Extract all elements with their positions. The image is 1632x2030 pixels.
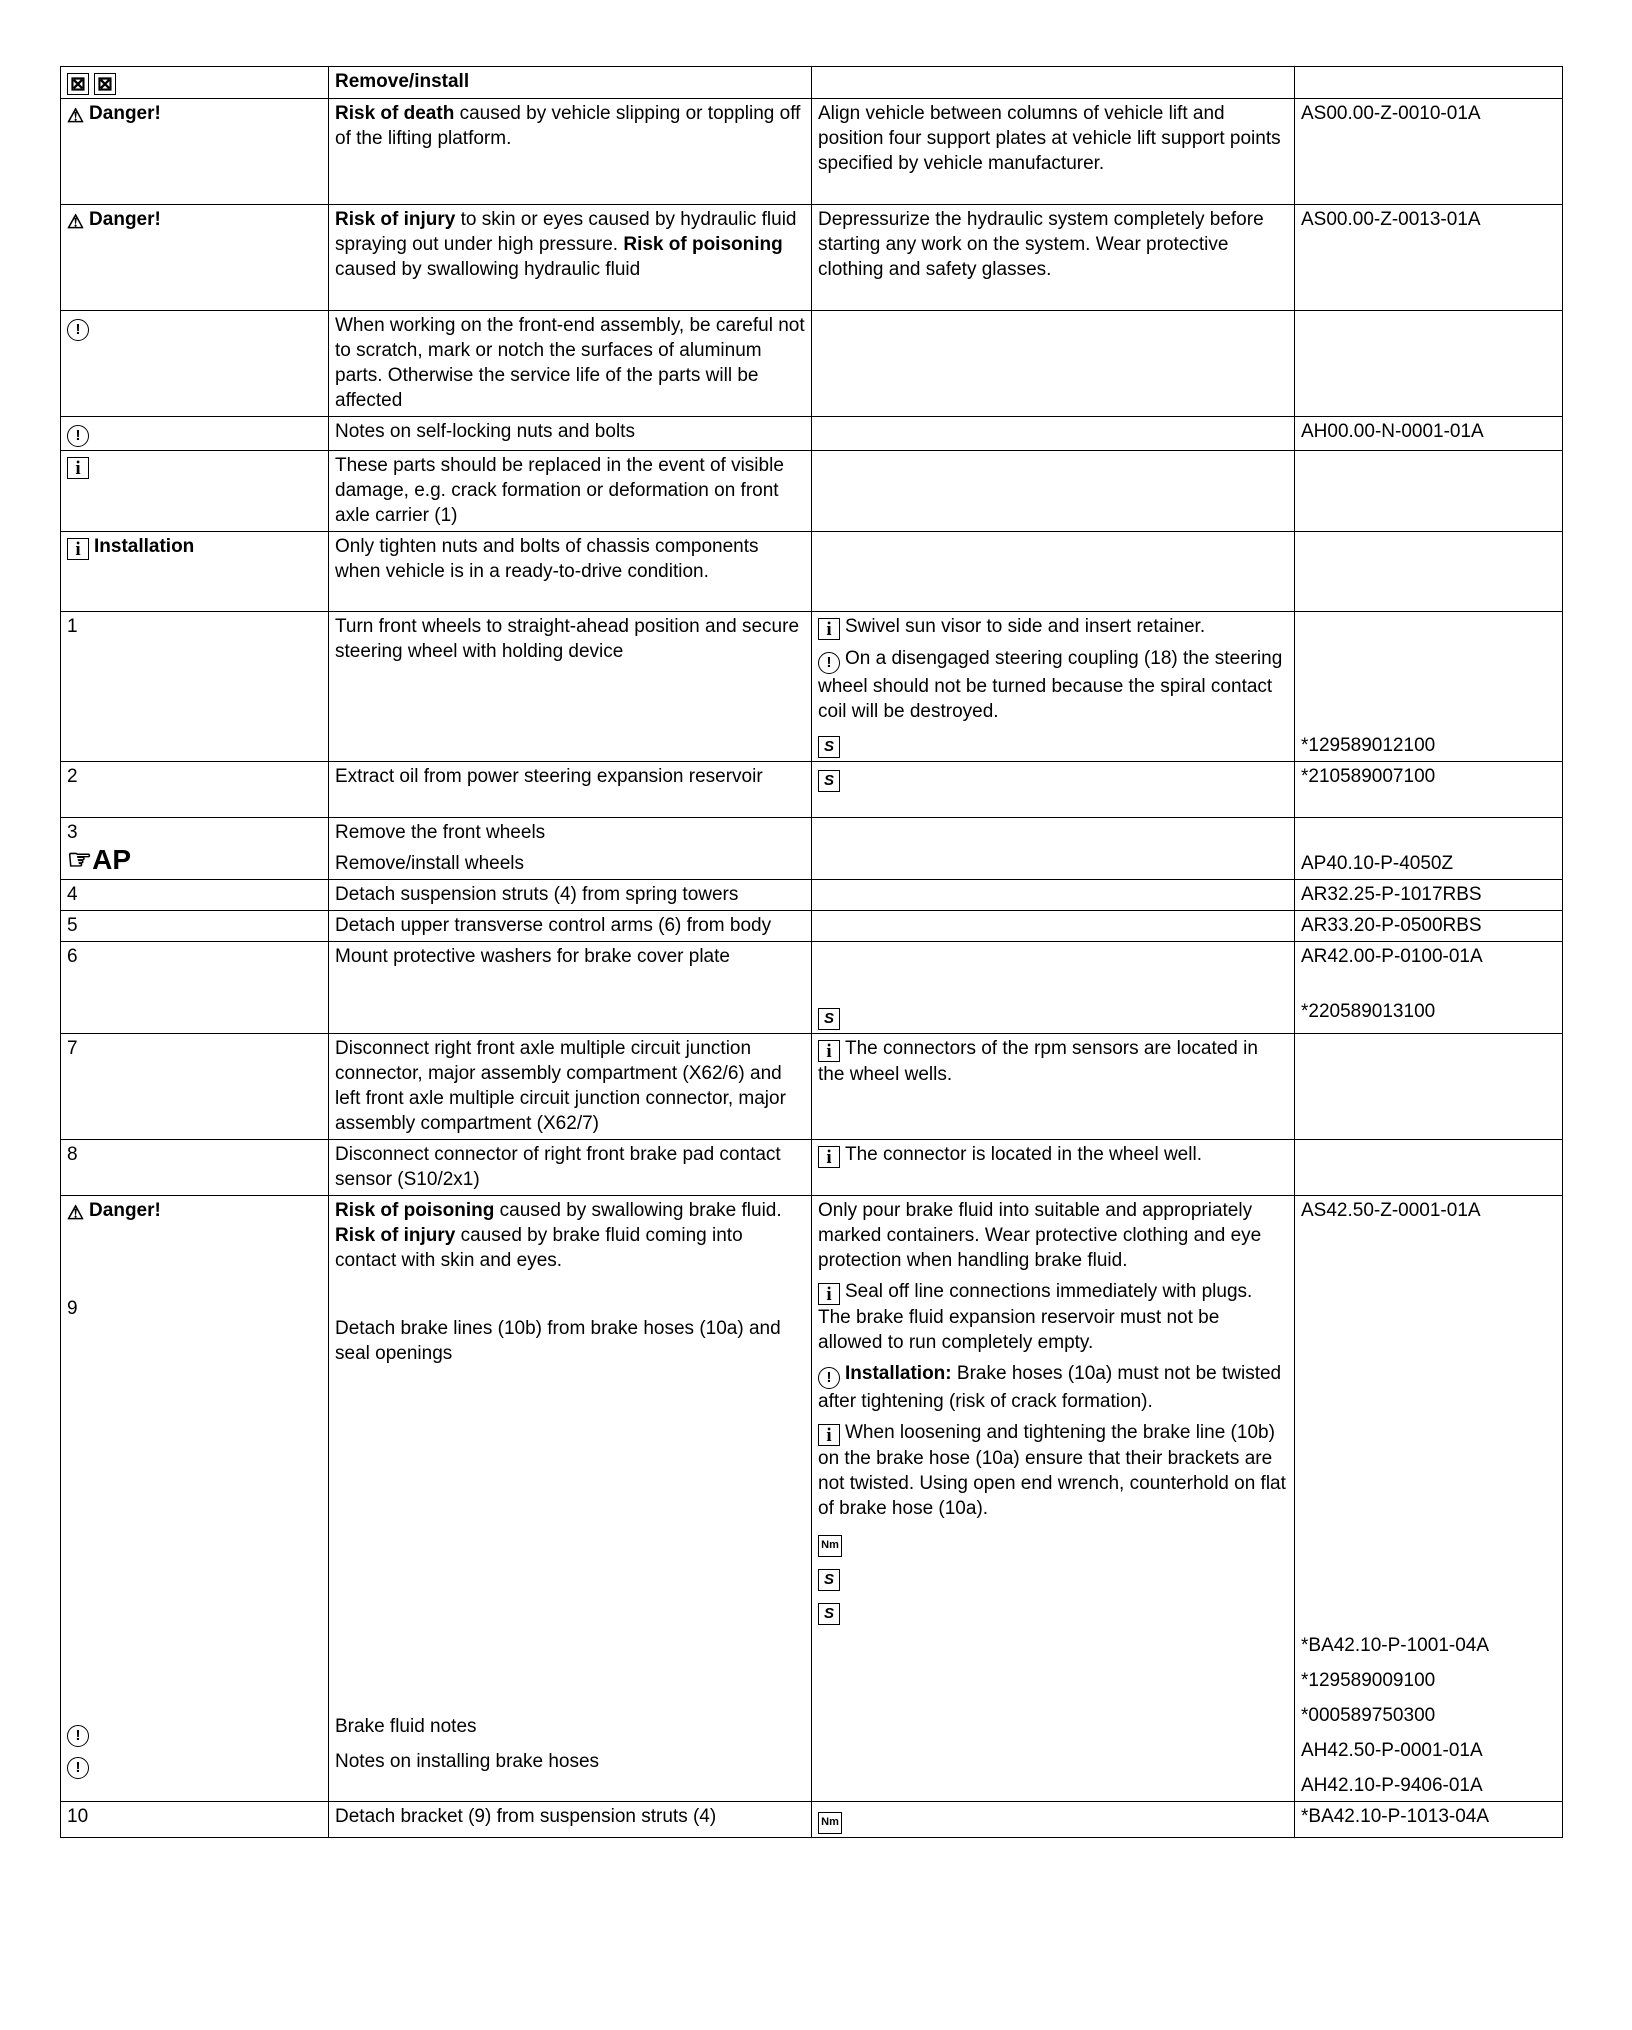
special-tool-icon: S — [818, 1008, 840, 1030]
expand-icon: ⊠ — [67, 73, 89, 95]
header-icons — [61, 67, 329, 99]
special-tool-icon: S — [818, 1569, 840, 1591]
caution-icon: ! — [818, 652, 840, 674]
pointing-hand-icon: ☞ — [67, 844, 93, 875]
info-icon: i — [818, 1146, 840, 1168]
section-title: Remove/install — [335, 71, 470, 92]
table-row — [61, 67, 1563, 99]
table-row: 1 Turn front wheels to straight-ahead position and secure steering wheel with holding device i Swivel sun visor to side and insert retainer. ! On a disengaged steering coupling (18) the steering wheel should not be turned because the spiral contact coil will be destroyed. S *129589012100 — [61, 612, 1563, 762]
collapse-icon: ⊠ — [94, 73, 116, 95]
info-icon: i — [67, 538, 89, 560]
table-row: 10 Detach bracket (9) from suspension struts (4) Nm *BA42.10-P-1013-04A — [61, 1802, 1563, 1838]
caution-icon: ! — [818, 1367, 840, 1389]
table-row: ⚠ Danger! Risk of injury to skin or eyes caused by hydraulic fluid spraying out under high pressure. Risk of poisoning caused by swallowing hydraulic fluid Depressurize the hydraulic system completely before starting any work on the system. Wear protective clothing and safety glasses. AS00.00-Z-0013-01A — [61, 205, 1563, 311]
torque-icon: Nm — [818, 1812, 842, 1834]
caution-icon: ! — [67, 319, 89, 341]
warning-triangle-icon: ⚠ — [67, 1203, 85, 1224]
info-icon: i — [818, 1040, 840, 1062]
caution-icon: ! — [67, 1757, 89, 1779]
torque-icon: Nm — [818, 1535, 842, 1557]
info-icon: i — [818, 618, 840, 640]
table-row: 3 ☞AP Remove the front wheels Remove/install wheels AP40.10-P-4050Z — [61, 818, 1563, 880]
table-row: i These parts should be replaced in the event of visible damage, e.g. crack formation or deformation on front axle carrier (1) — [61, 451, 1563, 532]
table-row: 7 Disconnect right front axle multiple circuit junction connector, major assembly compartment (X62/6) and left front axle multiple circuit junction connector, major assembly compartment (X62/7) i The connectors of the rpm sensors are located in the wheel wells. — [61, 1034, 1563, 1140]
table-row: ! When working on the front-end assembly, be careful not to scratch, mark or notch the surfaces of aluminum parts. Otherwise the service life of the parts will be affected — [61, 311, 1563, 417]
procedure-table — [60, 66, 1563, 1838]
warning-triangle-icon: ⚠ — [67, 212, 85, 233]
special-tool-icon: S — [818, 736, 840, 758]
table-row: 6 Mount protective washers for brake cover plate S AR42.00-P-0100-01A *220589013100 — [61, 942, 1563, 1034]
table-row: 4 Detach suspension struts (4) from spring towers AR32.25-P-1017RBS — [61, 880, 1563, 911]
caution-icon: ! — [67, 425, 89, 447]
info-icon: i — [818, 1424, 840, 1446]
special-tool-icon: S — [818, 770, 840, 792]
table-row: 2 Extract oil from power steering expansion reservoir S *210589007100 — [61, 762, 1563, 818]
table-row: 5 Detach upper transverse control arms (6) from body AR33.20-P-0500RBS — [61, 911, 1563, 942]
info-icon: i — [67, 457, 89, 479]
special-tool-icon: S — [818, 1603, 840, 1625]
table-row: ⚠ Danger! 9 ! ! Risk of poisoning caused by swallowing brake fluid. Risk of injury caused by brake fluid coming into contact with skin and eyes. Detach brake lines (10b) from brake hoses (10a) and seal openings Brake fluid notes Notes on installing brake hoses Only pour brake fluid into suitable and appropriately marked containers. Wear protective clothing and eye protection when handling brake fluid. i Seal off line connections immediately with plugs. The brake fluid expansion reservoir must not be allowed to run completely empty. ! Installation: Brake hoses (10a) must not be twisted after tightening (risk of crack formation). i When loosening and tightening the brake line (10b) on the brake hose (10a) ensure that their brackets are not twisted. Using open end wrench, counterhold on flat of brake hose (10a). Nm S S AS42.50-Z-0001-01A *BA42.10-P-1001-04A *129589009100 *000589750300 AH42.50-P-0001-01A AH42.10-P-9406-01A — [61, 1196, 1563, 1802]
table-row: i Installation Only tighten nuts and bolts of chassis components when vehicle is in a ready-to-drive condition. — [61, 532, 1563, 612]
caution-icon: ! — [67, 1725, 89, 1747]
table-row: 8 Disconnect connector of right front brake pad contact sensor (S10/2x1) i The connector is located in the wheel well. — [61, 1140, 1563, 1196]
warning-triangle-icon: ⚠ — [67, 106, 85, 127]
table-row: ! Notes on self-locking nuts and bolts AH00.00-N-0001-01A — [61, 417, 1563, 451]
table-row: ⚠ Danger! Risk of death caused by vehicle slipping or toppling off of the lifting platform. Align vehicle between columns of vehicle lift and position four support plates at vehicle lift support points specified by vehicle manufacturer. AS00.00-Z-0010-01A — [61, 99, 1563, 205]
info-icon: i — [818, 1283, 840, 1305]
